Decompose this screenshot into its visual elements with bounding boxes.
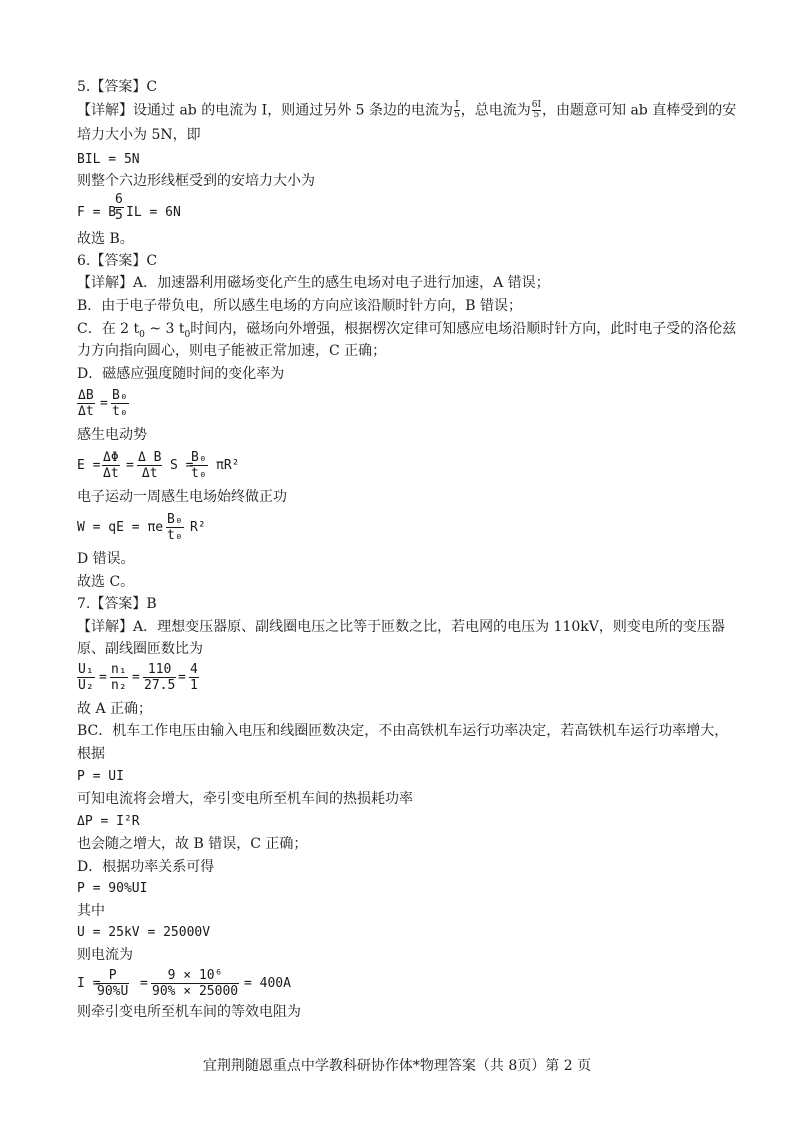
q7-eq-dp: ΔP = I²R bbox=[77, 814, 140, 829]
q5-detail-line1 bbox=[77, 101, 736, 120]
q6-option-c-line1 bbox=[77, 320, 736, 344]
q7-option-a-line1: 【详解】A．理想变压器原、副线圈电压之比等于匝数之比，若电网的电压为 110kV，则变电所的变压器 bbox=[77, 619, 725, 635]
q5-fraction-6i-over-5 bbox=[532, 101, 541, 120]
q7-eq-i-left: I = bbox=[77, 976, 101, 991]
q6-c1-rest: 时间内，磁场向外增强，根据楞次定律可知感应电场沿顺时针方向，此时电子受的洛伦兹 bbox=[190, 321, 737, 337]
q6-answer: 6.【答案】C bbox=[77, 253, 158, 269]
q5-eq2-fraction bbox=[114, 192, 124, 223]
q5-frac1-num: I bbox=[455, 100, 459, 110]
q6-eq2-frac3-num: B₀ bbox=[191, 450, 207, 465]
q5-frac2-den: 5 bbox=[533, 110, 540, 120]
q6-eq1-sign: = bbox=[100, 396, 108, 411]
q7-bc-line3: 可知电流将会增大，牵引变电所至机车间的热损耗功率 bbox=[77, 791, 413, 807]
q7-where: 其中 bbox=[77, 903, 105, 919]
q7-resistance-label: 则牵引变电所至机车间的等效电阻为 bbox=[77, 1004, 301, 1020]
q6-eq2-sign: = bbox=[126, 458, 134, 473]
q7-eq1-frac4-num: 4 bbox=[190, 662, 198, 677]
q7-eq1-frac3-num: 110 bbox=[143, 662, 176, 678]
q7-eq1-frac4 bbox=[189, 662, 199, 693]
q6-eq1-lhs-den: Δt bbox=[78, 404, 94, 419]
q7-eq-i-frac2-num: 9 × 10⁶ bbox=[151, 968, 239, 984]
q5-eq1: BIL = 5N bbox=[77, 152, 140, 167]
q6-c1-mid: ~ 3 t bbox=[144, 321, 185, 337]
q7-eq1-frac4-den: 1 bbox=[190, 678, 198, 693]
q6-eq3-right: R² bbox=[190, 520, 206, 535]
q7-eq1-frac3-den: 27.5 bbox=[144, 678, 176, 693]
q7-eq1-sign3: = bbox=[178, 670, 186, 685]
q7-eq1-frac2 bbox=[110, 662, 128, 693]
q7-a-correct: 故 A 正确； bbox=[77, 701, 153, 717]
q6-eq2-frac1-den: Δt bbox=[103, 466, 119, 481]
q7-eq-i-right: = 400A bbox=[244, 976, 291, 991]
q7-answer: 7.【答案】B bbox=[77, 596, 157, 612]
q5-detail-text-c: ，由题意可知 ab 直棒受到的安 bbox=[542, 102, 737, 119]
q7-eq-p90: P = 90%UI bbox=[77, 881, 148, 896]
q6-eq2-frac1-num: ΔΦ bbox=[103, 450, 119, 465]
q6-c1-sub: 0 bbox=[139, 329, 145, 340]
q6-eq1-lhs bbox=[77, 388, 95, 419]
q6-eq3-left: W = qE = πe bbox=[77, 520, 164, 535]
q7-eq-i-frac1-num: P bbox=[96, 968, 129, 984]
q7-eq1-sign2: = bbox=[132, 670, 140, 685]
q7-eq-i-frac2-den: 90% × 25000 bbox=[152, 984, 239, 999]
q7-eq1-frac1 bbox=[77, 662, 95, 693]
q6-conclusion: 故选 C。 bbox=[77, 574, 135, 590]
q7-bc-line4: 也会随之增大，故 B 错误，C 正确； bbox=[77, 836, 308, 852]
q6-option-c-line2: 力方向指向圆心，则电子能被正常加速，C 正确； bbox=[77, 343, 387, 359]
q7-current-label: 则电流为 bbox=[77, 947, 133, 963]
q6-eq2-frac2-den: Δt bbox=[141, 466, 158, 481]
q6-eq2-s: S = bbox=[170, 458, 194, 473]
q5-line2: 培力大小为 5N，即 bbox=[77, 127, 201, 143]
q5-eq2-num: 6 bbox=[115, 192, 123, 207]
q7-eq-i-frac1 bbox=[96, 968, 129, 999]
q6-eq3-frac-num: B₀ bbox=[167, 512, 183, 527]
q6-eq2-frac3 bbox=[190, 450, 208, 481]
q7-eq1-frac3 bbox=[143, 662, 176, 693]
q5-eq2-right: IL = 6N bbox=[126, 205, 181, 220]
q7-eq-u: U = 25kV = 25000V bbox=[77, 925, 211, 940]
q6-work-label: 电子运动一周感生电场始终做正功 bbox=[77, 489, 287, 505]
q6-eq2-frac1 bbox=[102, 450, 120, 481]
q5-detail-text-b: ，总电流为 bbox=[460, 102, 531, 119]
q6-c1-sub2: 0 bbox=[184, 329, 191, 340]
q6-option-a: 【详解】A．加速器利用磁场变化产生的感生电场对电子进行加速，A 错误； bbox=[77, 275, 550, 291]
q6-eq2-left: E = bbox=[77, 458, 101, 473]
q7-eq1-sign1: = bbox=[99, 670, 107, 685]
q6-d-wrong: D 错误。 bbox=[77, 551, 135, 567]
q7-eq1-frac2-num: n₁ bbox=[111, 662, 127, 677]
q6-eq1-rhs bbox=[111, 388, 129, 419]
q6-eq1-lhs-num: ΔB bbox=[78, 388, 94, 403]
q7-eq-pui: P = UI bbox=[77, 769, 124, 784]
q6-eq2-frac2 bbox=[137, 450, 162, 481]
q6-eq2-frac2-num: Δ B bbox=[138, 450, 162, 465]
q5-frac2-num: 6I bbox=[531, 100, 542, 110]
q6-option-b: B．由于电子带负电，所以感生电场的方向应该沿顺时针方向，B 错误； bbox=[77, 298, 523, 314]
q5-eq2-den: 5 bbox=[115, 208, 123, 223]
q6-c1-text: C．在 2 t bbox=[77, 321, 140, 337]
q7-bc-line1: BC．机车工作电压由输入电压和线圈匝数决定，不由高铁机车运行功率决定，若高铁机车运行功率增大， bbox=[77, 723, 729, 739]
q7-eq1-frac1-num: U₁ bbox=[78, 662, 94, 677]
q5-fraction-i-over-5 bbox=[454, 101, 460, 120]
q7-eq1-frac2-den: n₂ bbox=[111, 678, 127, 693]
q7-bc-line2: 根据 bbox=[77, 746, 105, 762]
q6-eq2-frac3-den: t₀ bbox=[191, 466, 207, 481]
q6-option-d: D．磁感应强度随时间的变化率为 bbox=[77, 366, 285, 382]
q5-line3: 则整个六边形线框受到的安培力大小为 bbox=[77, 173, 315, 189]
page-footer: 宜荆荆随恩重点中学教科研协作体*物理答案（共 8页）第 2 页 bbox=[202, 1058, 592, 1074]
q6-eq1-rhs-num: B₀ bbox=[112, 388, 128, 403]
q6-eq2-right: πR² bbox=[216, 458, 240, 473]
q7-d-line1: D．根据功率关系可得 bbox=[77, 859, 215, 875]
q5-answer: 5.【答案】C bbox=[77, 79, 158, 95]
q7-option-a-line2: 原、副线圈匝数比为 bbox=[77, 641, 203, 657]
q7-eq-i-sign: = bbox=[140, 976, 148, 991]
q5-eq2-left: F = B bbox=[77, 205, 117, 220]
q6-eq3-frac bbox=[166, 512, 184, 543]
q6-eq3-frac-den: t₀ bbox=[167, 528, 183, 543]
q7-eq-i-frac1-den: 90%U bbox=[97, 984, 129, 999]
q6-emf-label: 感生电动势 bbox=[77, 427, 147, 443]
q7-eq1-frac1-den: U₂ bbox=[78, 678, 94, 693]
q5-frac1-den: 5 bbox=[454, 110, 460, 120]
q6-eq1-rhs-den: t₀ bbox=[112, 404, 128, 419]
q7-eq-i-frac2 bbox=[151, 968, 239, 999]
q5-detail-text-a: 【详解】设通过 ab 的电流为 I，则通过另外 5 条边的电流为 bbox=[77, 102, 453, 119]
q5-conclusion: 故选 B。 bbox=[77, 231, 134, 247]
